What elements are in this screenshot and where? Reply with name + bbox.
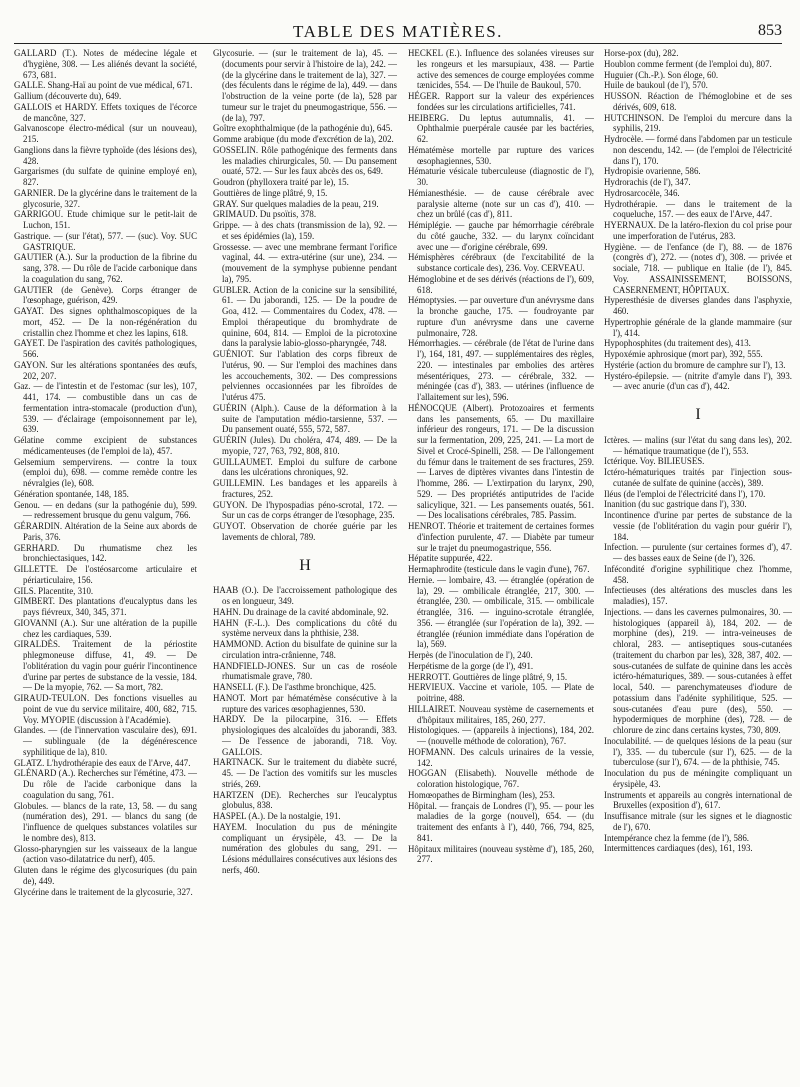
index-entry: Gouttières de linge plâtré, 9, 15.: [213, 187, 328, 198]
index-entry: Incontinence d'urine par pertes de substance de la vessie (de l'oblitération du vagin pour guérir l'), 184.: [604, 510, 792, 542]
index-entry: Gargarismes (du sulfate de quinine employé en), 827.: [14, 166, 197, 187]
index-entry: GUILLEMIN. Les bandages et les appareils à fractures, 252.: [213, 478, 397, 499]
index-entry: HERVIEUX. Vaccine et variole, 105. — Plate de poitrine, 488.: [408, 682, 594, 703]
index-entry: Genou. — en dedans (sur la pathogénie du), 599. — redressement brusque du genu valgum, 766.: [14, 499, 197, 521]
index-entry: HEIBERG. Du leptus autumnalis, 41. — Ophthalmie puerpérale causée par les bactéries, 62.: [408, 112, 594, 144]
index-entry: Hémoptysies. — par ouverture d'un anévrysme dans la bronche gauche, 175. — foudroyante par rupture d'un anévrysme dans une caverne pulmonaire, 728.: [408, 295, 594, 338]
header-rule: [14, 43, 782, 44]
index-entry: Insuffisance mitrale (sur les signes et le diagnostic de l'), 670.: [604, 811, 792, 832]
index-entry: GUILLAUMET. Emploi du sulfure de carbone dans les ulcérations chroniques, 92.: [213, 456, 397, 478]
index-entry: Goître exophthalmique (de la pathogénie du), 645.: [213, 123, 393, 134]
index-entry: HILLAIRET. Nouveau système de casernements et d'hôpitaux militaires, 185, 260, 277.: [408, 703, 594, 725]
index-entry: HARTZEN (DE). Recherches sur l'eucalyptus globulus, 838.: [213, 789, 397, 811]
index-entry: HANOT. Mort par hématémèse consécutive à la rupture des varices œsophagiennes, 530.: [213, 692, 397, 714]
index-entry: Hémorrhagies. — cérébrale (de l'état de l'urine dans l'), 164, 181, 497. — supplémentaires des règles, 220. — intestinales par embolies des artères mésentériques, 273. — cérébrale, 332. — méningée (cas d'), 383. — utérines (influence de l'allaitement sur les), 596.: [408, 338, 594, 402]
index-entry: HAYEM. Inoculation du pus de méningite compliquant un érysipèle, 43. — De la numération des globules du sang, 291. — Lésions médullaires consécutives aux lésions des nerfs, 460.: [213, 821, 397, 875]
index-entry: HANSELL (F.). De l'asthme bronchique, 425.: [213, 682, 376, 692]
index-entry: GIMBERT. Des plantations d'eucalyptus dans les pays fiévreux, 340, 345, 371.: [14, 596, 197, 617]
index-entry: Hydrorachis (de l'), 347.: [604, 177, 691, 187]
index-entry: GUYOT. Observation de chorée guérie par les lavements de chloral, 789.: [213, 521, 397, 542]
index-entry: HASPEL (A.). De la nostalgie, 191.: [213, 811, 341, 821]
column-2: [213, 48, 397, 1081]
index-entry: GARNIER. De la glycérine dans le traitement de la glycosurie, 327.: [14, 187, 197, 209]
index-entry: GILS. Placentite, 310.: [14, 585, 94, 596]
index-entry: GUBLER. Action de la conicine sur la sensibilité, 61. — Du jaborandi, 125. — De la poudre de Goa, 412. — Commentaires du Codex, 478. — Emploi thérapeutique du bromhydrate de quinine, 604, 814. — Emploi de la picrotoxine dans la paralysie labio-glosso-pharyngée, 748.: [213, 284, 397, 349]
column-3: [408, 48, 594, 1081]
index-entry: Gaz. — de l'intestin et de l'estomac (sur les), 107, 441, 174. — combustible dans un cas de fermentation intra-stomacale (production d'un), 539. — d'éclairage (empoisonnement par le), 639.: [14, 381, 197, 435]
index-entry: GALLOIS et HARDY. Effets toxiques de l'écorce de mancône, 327.: [14, 101, 197, 123]
index-entry: GLÉNARD (A.). Recherches sur l'émétine, 473. — Du rôle de l'acide carbonique dans la coagulation du sang, 761.: [14, 768, 197, 800]
index-entry: Hôpitaux militaires (nouveau système d'), 185, 260, 277.: [408, 843, 594, 865]
index-entry: Goudron (phylloxera traité par le), 15.: [213, 177, 349, 187]
index-entry: Hydropisie ovarienne, 586.: [604, 166, 701, 177]
index-entry: Hydrocèle. — formé dans l'abdomen par un testicule non descendu, 142. — (de l'emploi de l'électricité dans l'), 170.: [604, 134, 792, 166]
index-entry: Infécondité d'origine syphilitique chez l'homme, 458.: [604, 563, 792, 585]
index-entry: Hydrothérapie. — dans le traitement de la coqueluche, 157. — des eaux de l'Arve, 447.: [604, 198, 792, 220]
index-entry: GRAY. Sur quelques maladies de la peau, 219.: [213, 198, 379, 209]
index-entry: GRIMAUD. Du psoïtis, 378.: [213, 209, 317, 220]
index-entry: Herpès (de l'inoculation de l'), 240.: [408, 650, 533, 660]
index-entry: Ictérique. Voy. BILIEUSES.: [604, 456, 705, 467]
index-entry: GAUTIER (de Genève). Corps étranger de l'œsophage, guérison, 429.: [14, 284, 197, 306]
index-entry: GUYON. De l'hypospadias péno-scrotal, 172. — Sur un cas de corps étranger de l'œsophage, 235.: [213, 499, 397, 521]
index-entry: GIRALDÈS. Traitement de la périostite phlegmoneuse diffuse, 41, 49. — De l'oblitération du vagin pour guérir l'incontinence d'urine par pertes de substance de la vessie, 184. — De la myopie, 762. — Sa mort, 782.: [14, 639, 197, 693]
index-entry: GAUTIER (A.). Sur la production de la fibrine du sang, 378. — Du rôle de l'acide carbonique dans la coagulation du sang, 762.: [14, 252, 197, 284]
index-entry: GIRAUD-TEULON. Des fonctions visuelles au point de vue du service militaire, 400, 682, 715. Voy. MYOPIE (discussion à l'Académie).: [14, 693, 197, 725]
index-entry: Hystéro-épilepsie. — (nitrite d'amyle dans l'), 393. — avec anurie (d'un cas d'), 442.: [604, 370, 792, 392]
index-entry: Horse-pox (du), 282.: [604, 48, 679, 58]
index-entry: HÉNOCQUE (Albert). Protozoaires et ferments dans les pansements, 65. — Du maxillaire inférieur des rongeurs, 171. — De la discussion sur la fermentation, 209, 225, 241. — La mort de Sivel et Crocé-Spinelli, 258. — De l'allongement du fémur dans le traitement de ses fractures, 259. — Larves de diptères vivantes dans l'intestin de l'homme, 286. — L'extirpation du larynx, 290, 529. — Des propriétés antiputrides de l'acide salicylique, 321. — Les pansements ouatés, 561. — Des localisations cérébrales, 785. Passim.: [408, 402, 594, 521]
page-header: [14, 10, 782, 41]
index-entry: GAYET. De l'aspiration des cavités pathologiques, 566.: [14, 338, 197, 359]
index-entry: Hystérie (action du bromure de camphre sur l'), 13.: [604, 359, 786, 370]
index-entry: Glandes. — (de l'innervation vasculaire des), 691. — sublinguale (de la dégénérescence syphilitique de la), 810.: [14, 725, 197, 757]
index-entry: Intempérance chez la femme (de l'), 586.: [604, 832, 750, 843]
index-entry: HÉGER. Rapport sur la valeur des expériences fondées sur les circulations artificielles, 741.: [408, 91, 594, 112]
index-entry: HERROTT. Gouttières de linge plâtré, 9, 15.: [408, 671, 568, 682]
index-entry: GARRIGOU. Etude chimique sur le petit-lait de Luchon, 151.: [14, 209, 197, 230]
index-entry: Inoculation du pus de méningite compliquant un érysipèle, 43.: [604, 768, 792, 789]
index-entry: Hémiplégie. — gauche par hémorrhagie cérébrale du côté gauche, 332. — du larynx coïncidant avec une — d'origine cérébrale, 699.: [408, 220, 594, 252]
index-entry: Ganglions dans la fièvre typhoïde (des lésions des), 428.: [14, 144, 197, 166]
index-entry: Gélatine comme excipient de substances médicamenteuses (de l'emploi de la), 457.: [14, 435, 197, 456]
index-entry: Gomme arabique (du mode d'excrétion de la), 202.: [213, 134, 394, 144]
column-4: [604, 48, 792, 1081]
index-entry: Galvanoscope électro-médical (sur un nouveau), 215.: [14, 123, 197, 144]
index-entry: Grippe. — à des chats (transmission de la), 92. — et ses épidémies (la), 159.: [213, 220, 397, 241]
index-entry: GIOVANNI (A.). Sur une altération de la pupille chez les cardiaques, 539.: [14, 617, 197, 639]
index-entry: HOGGAN (Elisabeth). Nouvelle méthode de coloration histologique, 767.: [408, 768, 594, 789]
index-entry: GILLETTE. De l'ostéosarcome articulaire et périarticulaire, 156.: [14, 564, 197, 585]
index-entry: HECKEL (E.). Influence des solanées vireuses sur les rongeurs et les marsupiaux, 438. — Partie active des semences de courge employées comme tænicides, 554. — De l'huile de Baukoul, 570.: [408, 48, 594, 91]
index-entry: GUÉNIOT. Sur l'ablation des corps fibreux de l'utérus, 90. — Sur l'emploi des machines dans les accouchements, 302. — Des compressions pelviennes occasionnées par les fibroïdes de l'utérus 475.: [213, 349, 397, 402]
index-entry: HOFMANN. Des calculs urinaires de la vessie, 142.: [408, 746, 594, 768]
index-entry: HAMMOND. Action du bisulfate de quinine sur la circulation intra-crânienne, 748.: [213, 639, 397, 660]
index-entry: Gelsemium sempervirens. — contre la toux (emploi du), 698. — comme remède contre les névralgies (le), 608.: [14, 456, 197, 488]
index-entry: GALLARD (T.). Notes de médecine légale et d'hygiène, 308. — Les aliénés devant la société, 673, 681.: [14, 48, 197, 80]
index-entry: HUSSON. Réaction de l'hémoglobine et de ses dérivés, 609, 618.: [604, 91, 792, 112]
index-entry: Hyperesthésie de diverses glandes dans l'asphyxie, 460.: [604, 295, 792, 316]
index-entry: Hypoxémie aphrosique (mort par), 392, 555.: [604, 349, 763, 359]
index-entry: HARDY. De la pilocarpine, 316. — Effets physiologiques des alcaloïdes du jaborandi, 383. — De l'essence de jaborandi, 718. Voy. GALLOIS.: [213, 714, 397, 757]
index-entry: Hémianesthésie. — de cause cérébrale avec paralysie alterne (note sur un cas d'), 410. — chez un brûlé (cas d'), 811.: [408, 187, 594, 220]
page-number: 853: [758, 22, 782, 39]
index-entry: GERHARD. Du rhumatisme chez les bronchiectasiques, 142.: [14, 542, 197, 564]
index-entry: Hernie. — lombaire, 43. — étranglée (opération de la), 29. — ombilicale étranglée, 217, 300. — étranglée, 230. — ombilicale, 315. — ombilicale étranglée, 316. — inguino-scrotale étranglée, 356. — étranglée (sur l'opération de la), 392. — étranglée (réunion immédiate dans l'opération de la), 569.: [408, 574, 594, 650]
index-entry: GUÉRIN (Jules). Du choléra, 474, 489. — De la myopie, 727, 763, 792, 808, 810.: [213, 435, 397, 456]
column-1: [14, 48, 197, 1081]
index-entry: Hydrosarcocèle, 346.: [604, 187, 680, 198]
index-entry: GALLE. Shang-Haï au point de vue médical, 671.: [14, 80, 193, 91]
index-entry: Hôpital. — français de Londres (l'), 95. — pour les maladies de la gorge (nouvel), 654. — (du traitement des enfants à l'), 440, 766, 794, 825, 841.: [408, 800, 594, 843]
index-entry: Hépatite suppurée, 422.: [408, 553, 493, 564]
index-entry: Globules. — blancs de la rate, 13, 58. — du sang (numération des), 291. — blancs du sang (de l'influence de quelques substances volatiles sur le nombre des), 813.: [14, 800, 197, 843]
index-entry: Hématurie vésicale tuberculeuse (diagnostic de l'), 30.: [408, 166, 594, 187]
index-entry: Injections. — dans les cavernes pulmonaires, 30. — histologiques (appareil à), 184, 202. — de morphine (des), 219. — intra-veineuses de chloral, 283. — antiseptiques sous-cutanées (traitement du charbon par les), 328, 387, 402. — sous-cutanées de sulfate de quinine dans les accès ictéro-hématuriques, 389. — sous-cutanées à effet local, 540. — parenchymateuses d'iodure de potassium dans l'adénite syphilitique, 525. — sous-cutanées d'eau pure (des), 550. — hypodermiques de morphine (des), 728. — de chlorure de zinc dans certains kystes, 730, 809.: [604, 606, 792, 735]
index-entry: GAYAT. Des signes ophthalmoscopiques de la mort, 452. — De la non-régénération du cristallin chez l'homme et chez les lapins, 618.: [14, 306, 197, 338]
index-entry: Iléus (de l'emploi de l'électricité dans l'), 170.: [604, 488, 766, 499]
index-entry: Hématémèse mortelle par rupture des varices œsophagiennes, 530.: [408, 144, 594, 166]
index-entry: GOSSELIN. Rôle pathogénique des ferments dans les maladies chirurgicales, 50. — Du pansement ouaté, 572. — Sur les faux abcès des os, 649.: [213, 144, 397, 177]
index-entry: Inoculabilité. — de quelques lésions de la peau (sur l'), 335. — du tubercule (sur l'), 625. — de la tuberculose (sur l'), 674. — de la phthisie, 745.: [604, 735, 792, 768]
index-entry: Génération spontanée, 148, 185.: [14, 488, 129, 499]
index-entry: Herpétisme de la gorge (de l'), 491.: [408, 660, 534, 671]
section-letter: H: [299, 556, 311, 574]
index-entry: Hypertrophie générale de la glande mammaire (sur l'), 414.: [604, 316, 792, 338]
index-entry: Ictères. — malins (sur l'état du sang dans les), 202. — hématique traumatique (de l'), 553.: [604, 434, 792, 456]
index-entry: HANDFIELD-JONES. Sur un cas de roséole rhumatismale grave, 780.: [213, 660, 397, 682]
index-entry: Grossesse. — avec une membrane fermant l'orifice vaginal, 44. — extra-utérine (sur une), 234. — (mouvement de la symphyse pubienne pendant la), 795.: [213, 241, 397, 284]
index-entry: Infectieuses (des altérations des muscles dans les maladies), 157.: [604, 585, 792, 606]
index-entry: Hypophosphites (du traitement des), 413.: [604, 338, 751, 349]
index-entry: Gallium (découverte du), 649.: [14, 91, 122, 101]
index-entry: HAHN (F.-L.). Des complications du côté du système nerveux dans la phthisie, 238.: [213, 617, 397, 639]
index-entry: Glycérine dans le traitement de la glycosurie, 327.: [14, 886, 193, 897]
index-entry: Houblon comme ferment (de l'emploi du), 807.: [604, 58, 772, 69]
index-entry: HAHN. Du drainage de la cavité abdominale, 92.: [213, 606, 389, 617]
index-entry: Glycosurie. — (sur le traitement de la), 45. — (documents pour servir à l'histoire de la), 242. — (de la glycérine dans le traitement de la), 327. — (des féculents dans le régime de la), 449. — dans l'obstruction de la veine porte (de la), 528 par tumeur sur le trajet du pneumogastrique, 556. — (de la), 797.: [213, 48, 397, 123]
index-entry: Inanition (du suc gastrique dans l'), 330.: [604, 499, 747, 510]
index-entry: Gluten dans le régime des glycosuriques (du pain de), 449.: [14, 865, 197, 886]
index-entry: GUÉRIN (Alph.). Cause de la déformation à la suite de l'amputation médio-tarsienne, 537. — Du pansement ouaté, 555, 572, 587.: [213, 402, 397, 435]
index-entry: Infection. — purulente (sur certaines formes d'), 47. — des basses eaux de Seine (de l'), 326.: [604, 542, 792, 563]
index-entry: HYERNAUX. De la latéro-flexion du col prise pour une imperforation de l'utérus, 283.: [604, 220, 792, 241]
index-entry: Glosso-pharyngien sur les vaisseaux de la langue (action vaso-dilatatrice du nerf), 405.: [14, 843, 197, 865]
section-letter: I: [695, 406, 701, 423]
index-entry: HAAB (O.). De l'accroissement pathologique des os en longueur, 349.: [213, 585, 397, 606]
index-entry: GLATZ. L'hydrothérapie des eaux de l'Arve, 447.: [14, 757, 191, 768]
index-entry: Hémoglobine et de ses dérivés (réactions de l'), 609, 618.: [408, 273, 594, 295]
page-title: TABLE DES MATIÈRES.: [293, 22, 503, 41]
index-entry: Gastrique. — (sur l'état), 577. — (suc). Voy. SUC GASTRIQUE.: [14, 230, 197, 252]
index-entry: GÉRARDIN. Altération de la Seine aux abords de Paris, 376.: [14, 521, 197, 542]
index-entry: HENROT. Théorie et traitement de certaines formes d'infection purulente, 47. — Diabète par tumeur sur le trajet du pneumogastrique, 556.: [408, 521, 594, 553]
index-entry: Instruments et appareils au congrès international de Bruxelles (exposition d'), 617.: [604, 789, 792, 811]
index-entry: Huile de baukoul (de l'), 570.: [604, 80, 708, 91]
index-entry: HUTCHINSON. De l'emploi du mercure dans la syphilis, 219.: [604, 112, 792, 134]
index-entry: Intermittences cardiaques (des), 161, 193.: [604, 843, 753, 854]
index-entry: Homœopathes de Birmingham (les), 253.: [408, 789, 555, 800]
index-entry: Hermaphrodite (testicule dans le vagin d'une), 767.: [408, 564, 590, 574]
index-entry: HARTNACK. Sur le traitement du diabète sucré, 45. — De l'action des vomitifs sur les muscles striés, 269.: [213, 757, 397, 789]
index-entry: Ictéro-hématuriques traités par l'injection sous-cutanée de sulfate de quinine (accès), 389.: [604, 467, 792, 488]
index-entry: Histologiques. — (appareils à injections), 184, 202. — (nouvelle méthode de coloration), 767.: [408, 725, 594, 746]
index-entry: Huguier (Ch.-P.). Son éloge, 60.: [604, 69, 719, 80]
index-entry: Hémisphères cérébraux (de l'excitabilité de la substance corticale des), 236. Voy. CERVEAU.: [408, 252, 594, 273]
index-entry: GAYON. Sur les altérations spontanées des œufs, 202, 207.: [14, 359, 197, 381]
index-entry: Hygiène. — de l'enfance (de l'), 88. — de 1876 (congrès d'), 272. — (notes d'), 308. — privée et sociale, 718. — publique en Italie (de l'), 845. Voy. ASSAINISSEMENT, BOISSONS, CASERNEMENT, HÔPITAUX.: [604, 241, 792, 295]
